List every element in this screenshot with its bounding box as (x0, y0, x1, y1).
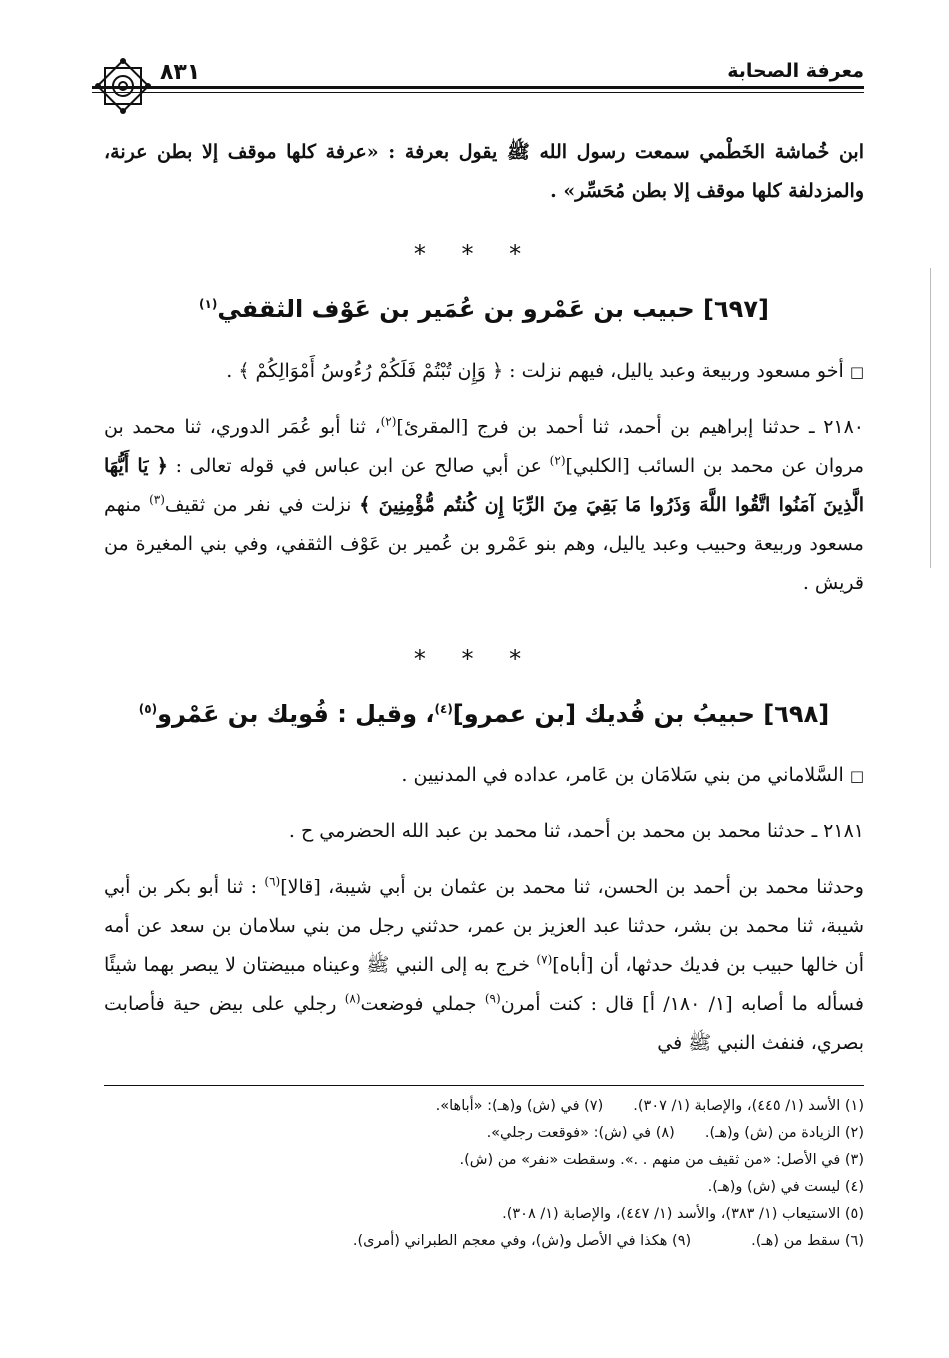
footnote-ref: (٩) (484, 991, 501, 1006)
footnote-ref: (٥) (138, 702, 158, 716)
section-separator: * * * (413, 645, 536, 673)
footnote-6: (٦) سقط من (هـ). (751, 1233, 864, 1249)
paragraph-698-intro (104, 756, 864, 796)
footnote-rule (104, 1085, 864, 1086)
paragraph-hadith-2181-chain (104, 868, 864, 1063)
text-run: ، ثنا أبو عُمَر الدوري، ثنا محمد بن مروان عن محمد بن السائب [الكلبي] (104, 416, 864, 477)
footnote-7: (٧) في (ش) و(هـ): «أباها». (435, 1098, 604, 1114)
footnote-2: (٢) الزيادة من (ش) و(هـ). (704, 1125, 864, 1141)
footnotes (104, 1093, 864, 1255)
quran-verse: ﴿ يَا أَيُّهَا الَّذِينَ آمَنُوا اتَّقُوا اللَّهَ وَذَرُوا مَا بَقِيَ مِنَ الرِّبَا إِن كُنتُم مُّؤْمِنِينَ ﴾ (104, 455, 864, 516)
footnote-8: (٨) في (ش): «فوقعت رجلي». (486, 1125, 675, 1141)
section-separator: * * * (413, 240, 536, 268)
paragraph-hadith-arafa: ابن خُماشة الخَطْمي سمعت رسول الله ﷺ يقول بعرفة : «عرفة كلها موقف إلا بطن عرنة، والمزدلفة كلها موقف إلا بطن مُحَسِّر» . (104, 141, 864, 202)
footnote-line (104, 1120, 864, 1147)
footnote-ref: (٧) (536, 952, 553, 967)
text-run: ٢١٨٠ ـ حدثنا إبراهيم بن أحمد، ثنا أحمد بن فرج [المقرئ] (396, 416, 865, 438)
running-head: معرفة الصحابة (727, 60, 864, 82)
text-run: جملي فوضعت (360, 993, 485, 1015)
header-rule-thin (92, 92, 864, 93)
text-run: وحدثنا محمد بن أحمد بن الحسن، ثنا محمد بن عثمان بن أبي شيبة، [قالا] (280, 876, 864, 898)
entry-title-698-text: [٦٩٨] حبيبُ بن فُديك [بن عمرو] (452, 700, 830, 728)
entry-title-697 (104, 295, 864, 323)
paragraph-text: أخو مسعود وربيعة وعبد ياليل، فيهم نزلت : ﴿ وَإِن تُبْتُمْ فَلَكُمْ رُءُوسُ أَمْوَالِكُمْ ﴾ . (226, 360, 844, 382)
footnote-4: (٤) ليست في (ش) و(هـ). (707, 1179, 864, 1195)
entry-title-698 (104, 700, 864, 728)
footnote-ref: (٣) (149, 492, 165, 507)
text-run: : ثنا أبو بكر بن أبي شيبة، ثنا محمد بن بشر، حدثنا عبد العزيز بن عمر، حدثني رجل من بني سلامان بن سعد عن أمه أن خالها حبيب بن فديك حدثها، أن [أباه] (104, 876, 864, 976)
footnote-line (104, 1228, 864, 1255)
paragraph-text: السَّلاماني من بني سَلامَان بن عَامر، عداده في المدنيين . (401, 764, 844, 786)
text-run: نزلت في نفر من ثقيف (164, 494, 360, 516)
footnote-1: (١) الأسد (١/ ٤٤٥)، والإصابة (١/ ٣٠٧). (633, 1098, 864, 1114)
text-run: رجلي على بيض حية فأصابت بصري، فنفث النبي ﷺ في (104, 993, 864, 1054)
entry-title-697-text: [٦٩٧] حبيب بن عَمْرو بن عُمَير بن عَوْف الثقفي (217, 295, 769, 323)
text-run: منهم مسعود وربيعة وحبيب وعبد ياليل، وهم بنو عَمْرو بن عُمير بن عَوْف الثقفي، وفي بني المغيرة من قريش . (104, 494, 864, 594)
footnote-ref: (٢) (549, 453, 566, 468)
footnote-ref: (٨) (344, 991, 361, 1006)
footnote-ref: (٦) (264, 874, 281, 889)
square-bullet-icon: □ (849, 767, 864, 785)
footnote-5: (٥) الاستيعاب (١/ ٣٨٣)، والأسد (١/ ٤٤٧)، والإصابة (١/ ٣٠٨). (502, 1206, 864, 1222)
entry-title-698-alt: ، وقيل : فُويك بن عَمْرو (157, 700, 435, 728)
footnote-ref: (١) (199, 297, 218, 311)
margin-mark (930, 268, 931, 568)
footnote-ref: (٢) (380, 414, 397, 429)
square-bullet-icon: □ (849, 363, 864, 381)
paragraph-697-intro (104, 352, 864, 392)
footnote-3: (٣) في الأصل: «من ثقيف من منهم . .». وسقطت «نفر» من (ش). (459, 1152, 864, 1168)
paragraph-hadith-2181: ٢١٨١ ـ حدثنا محمد بن محمد بن أحمد، ثنا محمد بن عبد الله الحضرمي ح . (288, 820, 864, 842)
footnote-9: (٩) هكذا في الأصل و(ش)، وفي معجم الطبراني (أمرى). (352, 1233, 692, 1249)
text-run: عن أبي صالح عن ابن عباس في قوله تعالى : (167, 455, 550, 477)
page-number: ٨٣١ (160, 60, 201, 85)
header-rule (92, 86, 864, 89)
footnote-line (104, 1093, 864, 1120)
text-run: خرج به إلى النبي ﷺ وعيناه مبيضتان لا يبصر بهما شيئًا فسأله ما أصابه [١/ ١٨٠/ أ] قال : كنت أمرن (104, 954, 864, 1015)
footnote-ref: (٤) (434, 702, 453, 716)
paragraph-hadith-2180 (104, 408, 864, 603)
